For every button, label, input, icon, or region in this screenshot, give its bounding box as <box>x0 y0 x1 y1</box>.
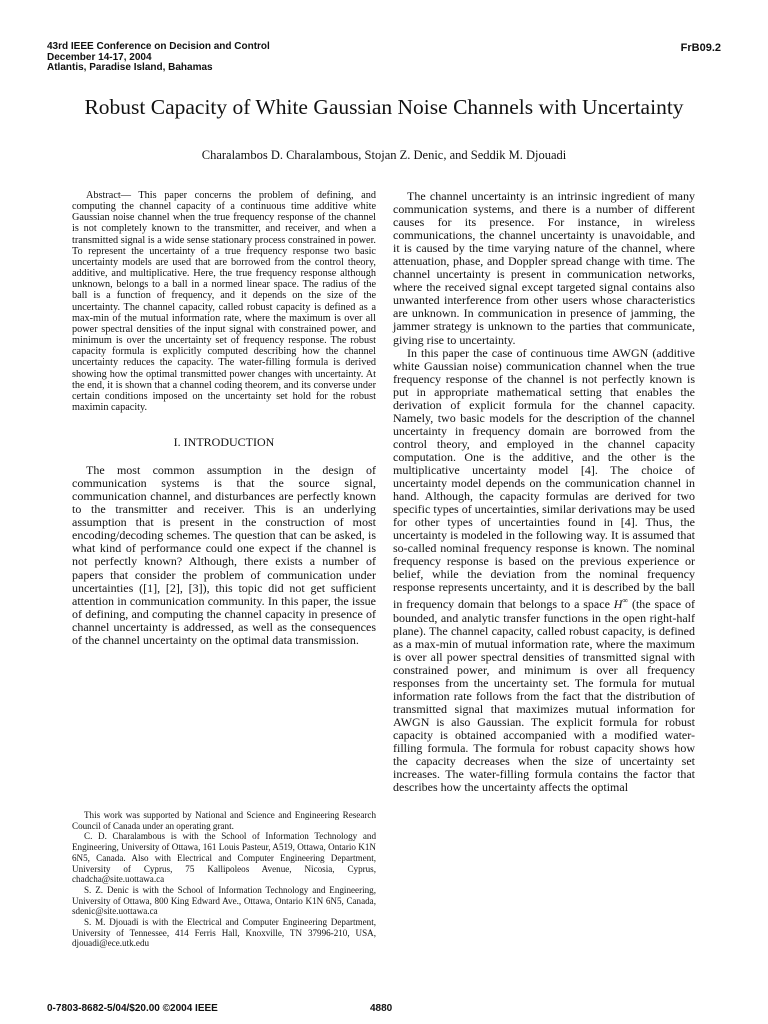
paper-id: FrB09.2 <box>680 42 721 54</box>
conference-location: Atlantis, Paradise Island, Bahamas <box>47 62 213 73</box>
conference-name: 43rd IEEE Conference on Decision and Control <box>47 41 270 52</box>
intro-paragraph-1: The most common assumption in the design of communication systems is that the source signal, communication channel, and disturbances are perfectly known to the transmitter and receiver. This is an underlying assumption that is present in the construction of most encoding/decoding schemes. The question that can be asked, is what kind of performance could one expect if the channel is not perfectly known? Although, there exists a number of papers that consider the problem of communication under uncertainties ([1], [2], [3]), this topic did not get sufficient attention in communication community. In this paper, the issue of defining, and computing the channel capacity in presence of channel uncertainty is addressed, as well as the consequences of the channel uncertainty on the optimal data transmission. <box>72 463 376 647</box>
footnotes <box>72 810 376 949</box>
intro-paragraph-3-part-b: (the space of bounded, and analytic transfer functions in the open right-half plane). The channel capacity, called robust capacity, is defined as a max-min of mutual information rate, where the maximum is over all power spectral densities of transmitted signal with constrained power, and minimum is over all frequency responses from the uncertainty set. The formula for mutual information rate follows from the fact that the distribution of transmitted signal that maximizes mutual information for AWGN is also Gaussian. The explicit formula for robust capacity is obtained accompanied with a modified water-filling formula. The formula for robust capacity shows how the capacity decreases when the size of uncertainty set increases. The water-filling formula contains the factor that describes how the uncertainty affects the optimal <box>393 597 695 795</box>
intro-paragraph-3 <box>393 347 695 795</box>
left-column <box>72 190 376 647</box>
footnote-author-2: S. Z. Denic is with the School of Information Technology and Engineering, University of Ottawa, 800 King Edward Ave., Ottawa, Ontario K1N 6N5, Canada, sdenic@site.uottawa.ca <box>72 884 376 917</box>
intro-paragraph-3-part-a: In this paper the case of continuous time AWGN (additive white Gaussian noise) communication channel when the true frequency response of the channel is not perfectly known is put in appropriate mathematical setting that enables the derivation of explicit formula for the channel capacity. Namely, two basic models for the description of the channel uncertainty in frequency domain are borrowed from the control theory, and employed in the channel capacity computation. One is the additive, and the other is the multiplicative uncertainty model [4]. The choice of uncertainty model depends on the communication channel in hand. Although, the capacity formulas are derived for two specific types of uncertainties, similar derivations may be used for other types of uncertainties found in [4]. Thus, the uncertainty is modeled in the following way. It is assumed that so-called nominal frequency response is known. The nominal frequency response is based on the previous experience or belief, while the deviation from the nominal frequency response represents uncertainty, and it is described by the ball in frequency domain that belongs to a space <box>393 345 695 612</box>
abstract: Abstract— This paper concerns the problem of defining, and computing the channel capacity of a continuous time additive white Gaussian noise channel when the true frequency response of the channel is not completely known to the transmitter, and receiver, and when a transmitted signal is a wide sense stationary process constrained in power. To represent the uncertainty of a true frequency response two basic uncertainty models are used that are borrowed from the control theory, additive, and multiplicative. Here, the true frequency response although unknown, belongs to a ball in a normed linear space. The radius of the ball is a function of frequency, and it depends on the size of the uncertainty. The channel capacity, called robust capacity is defined as a max-min of the mutual information rate, where the maximum is over all power spectral densities of the input signal with constrained power, and minimum is over the uncertainty set of frequency response. The robust capacity formula is explicitly computed describing how the channel uncertainty reduces the capacity. The water-filling formula is derived showing how the optimal transmitted power changes with uncertainty. At the end, it is shown that a channel coding theorem, and its converse under certain conditions imposed on the uncertainty set hold for the robust maximin capacity. <box>72 190 376 413</box>
footnote-funding: This work was supported by National and Science and Engineering Research Council of Canada under an operating grant. <box>72 810 376 831</box>
conference-dates: December 14-17, 2004 <box>47 51 152 63</box>
author-list: Charalambos D. Charalambous, Stojan Z. Denic, and Seddik M. Djouadi <box>201 148 567 162</box>
copyright-line: 0-7803-8682-5/04/$20.00 ©2004 IEEE <box>47 1003 218 1014</box>
page-number: 4880 <box>370 1003 393 1014</box>
intro-paragraph-2: The channel uncertainty is an intrinsic ingredient of many communication systems, and there is a number of different causes for its presence. For instance, in wireless communications, the channel uncertainty is unavoidable, and it is caused by the time varying nature of the channel, where attenuation, phase, and Doppler spread change with time. The channel uncertainty is present in communication networks, where the received signal except targeted signal contains also unwanted interference from other users whose characteristics are unknown. In communication in presence of jamming, the jammer strategy is unknown to the parties that communicate, giving rise to uncertainty. <box>393 189 695 347</box>
h-infinity-superscript: ∞ <box>622 596 629 606</box>
footnote-author-1: C. D. Charalambous is with the School of Information Technology and Engineering, University of Ottawa, 161 Louis Pasteur, A519, Ottawa, Ontario K1N 6N5, Canada. Also with Electrical and Computer Engineering Department, University of Cyprus, 75 Kallipoleos Avenue, Nicosia, Cyprus, chadcha@site.uottawa.ca <box>72 831 376 885</box>
h-infinity-symbol: H <box>613 597 623 612</box>
paper-title: Robust Capacity of White Gaussian Noise Channels with Uncertainty <box>84 95 684 119</box>
right-column <box>393 190 695 794</box>
section-heading-introduction: I. INTRODUCTION <box>173 435 275 450</box>
footnote-author-3: S. M. Djouadi is with the Electrical and Computer Engineering Department, University of Tennessee, 414 Ferris Hall, Knoxville, TN 37996-210, USA, djouadi@ece.utk.edu <box>72 917 376 949</box>
conference-header <box>47 42 270 74</box>
